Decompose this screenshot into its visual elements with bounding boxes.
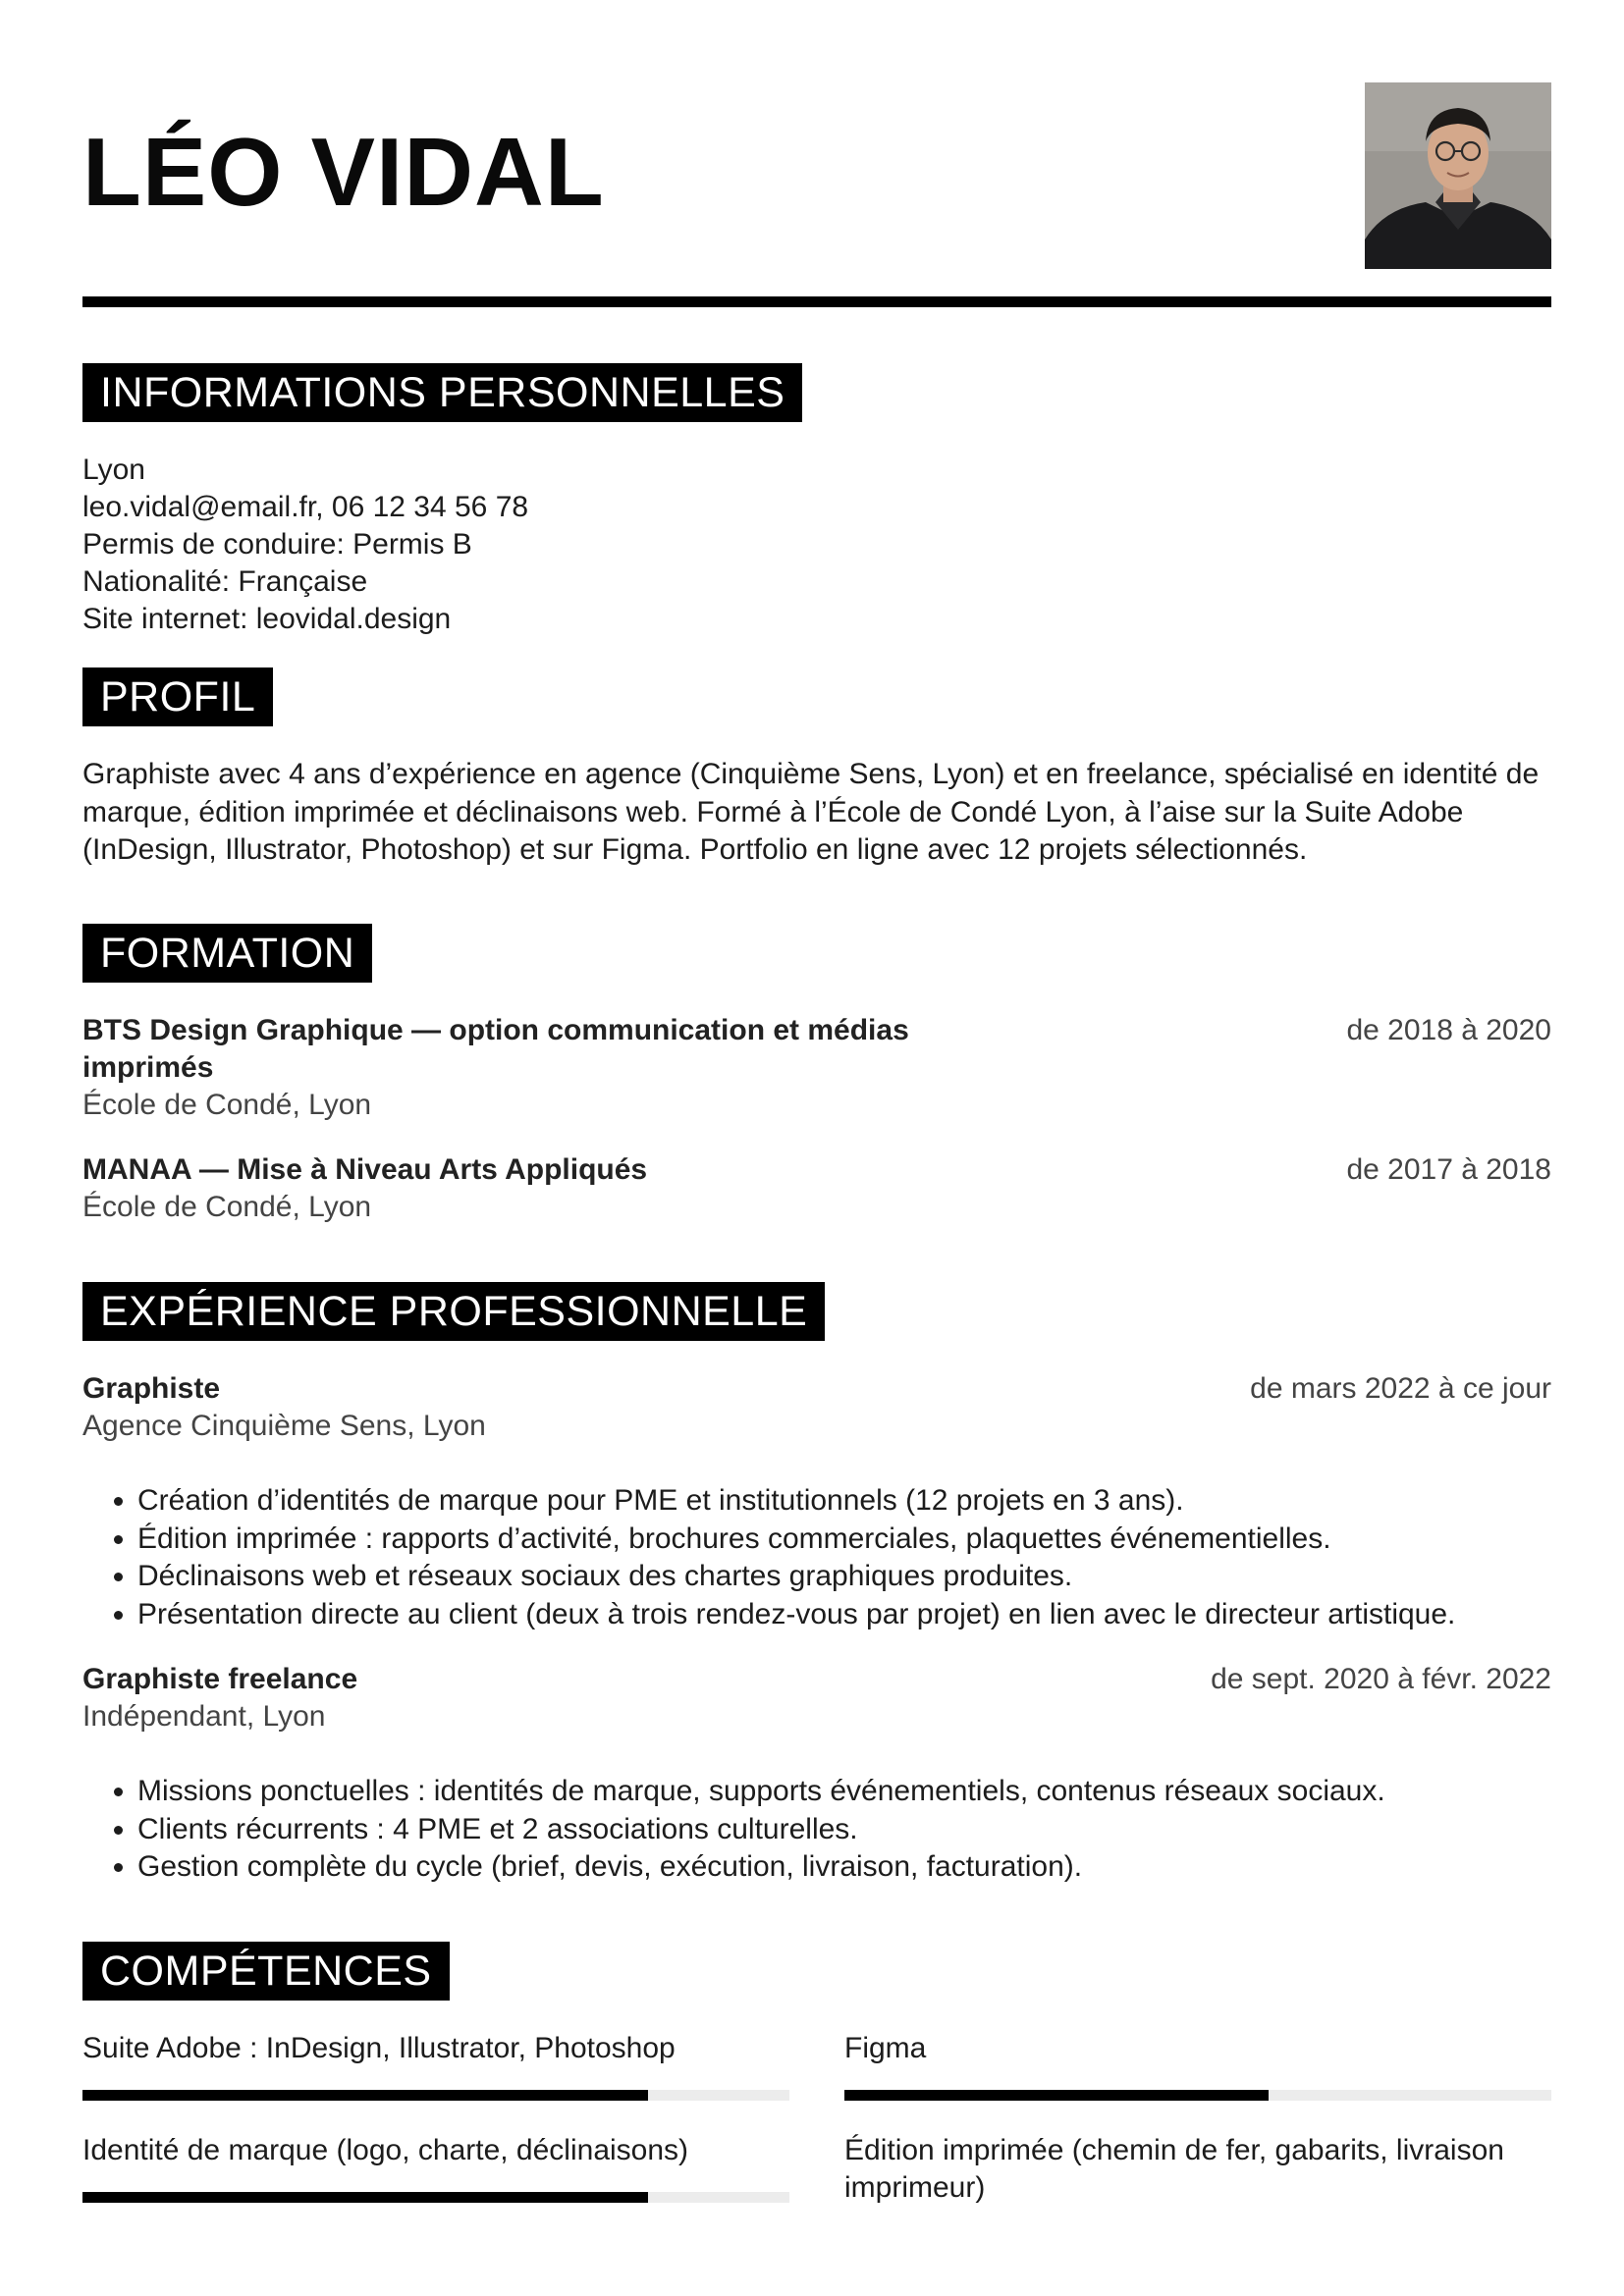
formation-entry bbox=[82, 1151, 1551, 1226]
skill-label: Figma bbox=[844, 2032, 927, 2064]
formation-title: MANAA — Mise à Niveau Arts Appliqués bbox=[82, 1153, 648, 1186]
formation-school: École de Condé, Lyon bbox=[82, 1089, 372, 1121]
job-bullet: • Présentation directe au client (deux à trois rendez-vous par projet) en lien avec le directeur artistique. bbox=[137, 1596, 1551, 1634]
job-title: Graphiste freelance bbox=[82, 1663, 358, 1695]
skill-item bbox=[844, 2132, 1551, 2207]
job-dates: de sept. 2020 à févr. 2022 bbox=[1211, 1663, 1551, 1695]
job-bullet: • Déclinaisons web et réseaux sociaux des chartes graphiques produites. bbox=[137, 1558, 1551, 1596]
skill-item bbox=[82, 2132, 789, 2203]
job-bullet: • Gestion complète du cycle (brief, devis, exécution, livraison, facturation). bbox=[137, 1848, 1551, 1887]
portrait-image bbox=[1365, 82, 1551, 269]
section-title-competences: COMPÉTENCES bbox=[82, 1942, 450, 2001]
info-permis: Permis de conduire: Permis B bbox=[82, 528, 472, 561]
section-title-formation: FORMATION bbox=[82, 924, 372, 983]
skill-label-line: imprimeur) bbox=[844, 2171, 986, 2204]
section-formation bbox=[82, 924, 1551, 1226]
formation-dates: de 2018 à 2020 bbox=[1346, 1014, 1551, 1046]
skill-bar-fill bbox=[844, 2090, 1269, 2101]
header bbox=[82, 82, 1551, 296]
experience-entry bbox=[82, 1370, 1551, 1633]
job-dates: de mars 2022 à ce jour bbox=[1250, 1372, 1551, 1405]
job-bullet: • Clients récurrents : 4 PME et 2 associations culturelles. bbox=[137, 1811, 1551, 1849]
skill-item bbox=[82, 2030, 789, 2101]
formation-title-line: BTS Design Graphique — option communication et médias bbox=[82, 1014, 909, 1046]
formation-dates: de 2017 à 2018 bbox=[1346, 1153, 1551, 1186]
job-bullet: • Missions ponctuelles : identités de marque, supports événementiels, contenus réseaux sociaux. bbox=[137, 1773, 1551, 1811]
skill-bar bbox=[844, 2090, 1551, 2101]
skill-item bbox=[844, 2030, 1551, 2101]
section-personal-info bbox=[82, 363, 1551, 638]
formation-title-line: imprimés bbox=[82, 1051, 214, 1084]
skill-bar-fill bbox=[82, 2192, 648, 2203]
profile-photo bbox=[1365, 82, 1551, 269]
section-profil bbox=[82, 667, 1551, 870]
skill-label: Suite Adobe : InDesign, Illustrator, Photoshop bbox=[82, 2032, 676, 2064]
info-nationalite: Nationalité: Française bbox=[82, 565, 368, 598]
job-bullets bbox=[82, 1773, 1551, 1887]
profil-text: Graphiste avec 4 ans d’expérience en agence (Cinquième Sens, Lyon) et en freelance, spécialisé en identité de marque, édition imprimée et déclinaisons web. Formé à l’École de Condé Lyon, à l’aise sur la Suite Adobe (InDesign, Illustrator, Photoshop) et sur Figma. Portfolio en ligne avec 12 projets sélectionnés. bbox=[82, 758, 1540, 866]
skill-bar bbox=[82, 2192, 789, 2203]
skills-grid bbox=[82, 2030, 1551, 2226]
formation-title bbox=[82, 1012, 1551, 1087]
skill-bar-fill bbox=[82, 2090, 648, 2101]
candidate-name: LÉO VIDAL bbox=[82, 118, 605, 226]
job-company: Indépendant, Lyon bbox=[82, 1700, 326, 1733]
info-contact: leo.vidal@email.fr, 06 12 34 56 78 bbox=[82, 491, 529, 523]
job-company: Agence Cinquième Sens, Lyon bbox=[82, 1410, 486, 1442]
skill-label-line: Édition imprimée (chemin de fer, gabarits, livraison bbox=[844, 2134, 1504, 2166]
job-title: Graphiste bbox=[82, 1372, 221, 1405]
info-site: Site internet: leovidal.design bbox=[82, 603, 452, 635]
formation-school: École de Condé, Lyon bbox=[82, 1191, 372, 1223]
section-experience bbox=[82, 1282, 1551, 1887]
formation-entry bbox=[82, 1012, 1551, 1124]
info-city: Lyon bbox=[82, 454, 145, 486]
skill-label bbox=[844, 2132, 1551, 2207]
personal-info-lines bbox=[82, 452, 1551, 638]
section-title-profil: PROFIL bbox=[82, 667, 273, 726]
skill-bar bbox=[82, 2090, 789, 2101]
job-bullet: • Création d’identités de marque pour PME et institutionnels (12 projets en 3 ans). bbox=[137, 1482, 1551, 1521]
section-title-experience: EXPÉRIENCE PROFESSIONNELLE bbox=[82, 1282, 825, 1341]
experience-entry bbox=[82, 1661, 1551, 1887]
resume-page bbox=[82, 82, 1551, 2204]
job-bullet: • Édition imprimée : rapports d’activité, brochures commerciales, plaquettes événementielles. bbox=[137, 1521, 1551, 1559]
job-bullets bbox=[82, 1482, 1551, 1633]
section-title-info: INFORMATIONS PERSONNELLES bbox=[82, 363, 802, 422]
section-competences bbox=[82, 1942, 1551, 2226]
skill-label: Identité de marque (logo, charte, déclinaisons) bbox=[82, 2134, 689, 2166]
header-divider bbox=[82, 296, 1551, 307]
